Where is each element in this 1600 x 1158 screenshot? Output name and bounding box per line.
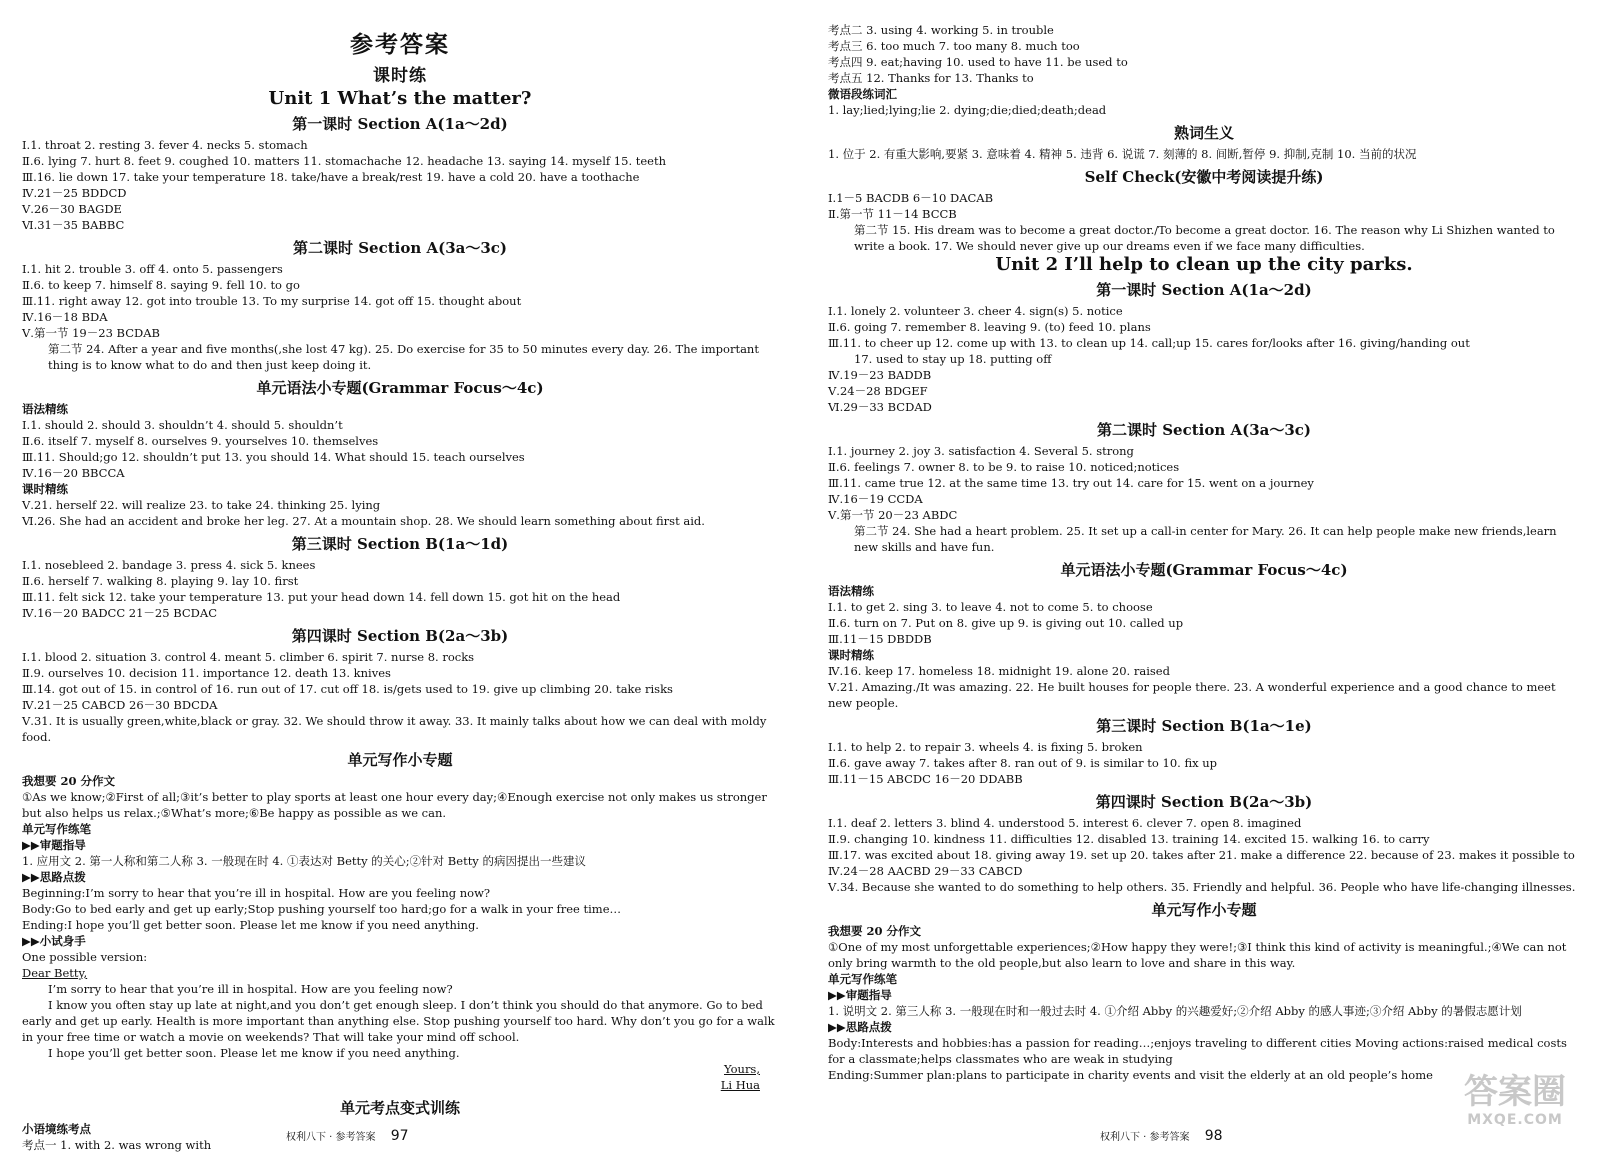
u1-lesson1-heading: 第一课时 Section A(1a～2d) (292, 115, 508, 133)
u2-grammar-heading: 单元语法小专题(Grammar Focus～4c) (1060, 561, 1348, 579)
u1-lesson4-heading: 第四课时 Section B(2a～3b) (291, 627, 509, 645)
writing-label: 我想要 20 分作文 (828, 924, 922, 938)
watermark-en: MXQE.COM (1467, 1112, 1563, 1128)
selfcheck-heading: Self Check(安徽中考阅读提升练) (1084, 168, 1324, 186)
unit1-title: Unit 1 What’s the matter? (268, 88, 532, 109)
answer-line: Ⅱ.6. lying 7. hurt 8. feet 9. coughed 10. matters 11. stomachache 12. headache 13. saying 14. myself 15. teeth (22, 154, 667, 168)
guide-label: ▶▶审题指导 (22, 838, 86, 852)
answer-line: Ⅱ.第一节 11－14 BCCB (828, 207, 957, 221)
sample-letter (22, 965, 778, 1061)
lesson-practice-label: 课时精练 (828, 648, 874, 662)
answer-line: Ⅳ.16－20 BADCC 21－25 BCDAC (22, 606, 218, 620)
answer-line: Ⅳ.16－19 CCDA (828, 492, 923, 506)
answer-line: Ⅴ.24－28 BDGEF (828, 384, 928, 398)
answer-line: Ⅰ.1. journey 2. joy 3. satisfaction 4. Several 5. strong (828, 444, 1134, 458)
answer-line: Ⅱ.9. changing 10. kindness 11. difficulties 12. disabled 13. training 14. excited 15. walking 16. to carry (828, 832, 1430, 846)
answer-line: 1. lay;lied;lying;lie 2. dying;die;died;death;dead (828, 103, 1107, 117)
answer-paragraph: Ⅴ.21. Amazing./It was amazing. 22. He built houses for people there. 23. A wonderful experience and a good chance to meet new people. (828, 680, 1556, 710)
answer-paragraph: ①One of my most unforgettable experiences;②How happy they were!;③I think this kind of activity is meaningful.;④We can not only bring warmth to the old people,but also learn to love and share in this way. (828, 940, 1567, 970)
answer-paragraph: 1. 说明文 2. 第三人称 3. 一般现在时和一般过去时 4. ①介绍 Abby 的兴趣爱好;②介绍 Abby 的感人事迹;③介绍 Abby 的暑假志愿计划 (828, 1004, 1522, 1018)
answer-line: Ⅳ.21－25 BDDCD (22, 186, 127, 200)
u2-lesson3-heading: 第三课时 Section B(1a～1e) (1096, 717, 1312, 735)
answer-paragraph: Ⅲ.17. was excited about 18. giving away 19. set up 20. takes after 21. make a difference 22. because of 23. makes it possible to (828, 848, 1575, 862)
answer-paragraph: Ending:Summer plan:plans to participate in charity events and visit the elderly at an old people’s home (828, 1068, 1433, 1082)
answer-line: Ⅳ.16－18 BDA (22, 310, 108, 324)
page-number: 97 (390, 1128, 409, 1144)
answer-paragraph: Ⅴ.31. It is usually green,white,black or gray. 32. We should throw it away. 33. It mainly talks about how we can deal with moldy food. (22, 714, 767, 744)
answer-line: Ⅱ.6. feelings 7. owner 8. to be 9. to raise 10. noticed;notices (828, 460, 1180, 474)
answer-line: Ⅱ.6. going 7. remember 8. leaving 9. (to) feed 10. plans (828, 320, 1151, 334)
answer-line: Ⅰ.1. throat 2. resting 3. fever 4. necks 5. stomach (22, 138, 308, 152)
letter-greeting: Dear Betty, (22, 966, 88, 980)
answer-line: Ⅴ.第一节 20－23 ABDC (828, 508, 958, 522)
writing-practice-label: 单元写作练笔 (22, 822, 91, 836)
answer-line: Ⅳ.16－20 BBCCA (22, 466, 125, 480)
try-label: ▶▶小试身手 (22, 934, 86, 948)
u2-lesson1-heading: 第一课时 Section A(1a～2d) (1096, 281, 1312, 299)
answer-line: Ⅰ.1. should 2. should 3. shouldn’t 4. should 5. shouldn’t (22, 418, 343, 432)
answer-line: Ⅲ.11. to cheer up 12. come up with 13. to clean up 14. call;up 15. cares for/looks after 16. giving/handing out (828, 336, 1470, 350)
thoughts-label: ▶▶思路点拨 (828, 1020, 892, 1034)
answer-line: Ⅱ.9. ourselves 10. decision 11. importance 12. death 13. knives (22, 666, 391, 680)
answer-line: Ⅰ.1. blood 2. situation 3. control 4. meant 5. climber 6. spirit 7. nurse 8. rocks (22, 650, 475, 664)
writing-practice-label: 单元写作练笔 (828, 972, 897, 986)
answer-line: Ⅰ.1. to help 2. to repair 3. wheels 4. is fixing 5. broken (828, 740, 1143, 754)
guide-label: ▶▶审题指导 (828, 988, 892, 1002)
answer-line: Ⅱ.6. herself 7. walking 8. playing 9. lay 10. first (22, 574, 299, 588)
answer-line: 考点四 9. eat;having 10. used to have 11. be used to (828, 55, 1128, 69)
page-footer (286, 1128, 409, 1144)
answer-line: Ⅲ.11－15 DBDDB (828, 632, 932, 646)
left-column (22, 22, 778, 1153)
answer-paragraph: Ⅴ.34. Because she wanted to do something to help others. 35. Friendly and helpful. 36. People who have life-changing illnesses. (828, 880, 1576, 894)
page-footer (1100, 1128, 1223, 1144)
version-label: One possible version: (22, 950, 148, 964)
answer-line: Ⅰ.1. deaf 2. letters 3. blind 4. understood 5. interest 6. clever 7. open 8. imagined (828, 816, 1302, 830)
writing-label: 我想要 20 分作文 (22, 774, 116, 788)
micro-vocab-label: 微语段练词汇 (828, 87, 897, 101)
answer-line: Ⅳ.16. keep 17. homeless 18. midnight 19. alone 20. raised (828, 664, 1170, 678)
watermark-cn: 答案圈 (1464, 1072, 1566, 1112)
answer-line: Ⅳ.24－28 AACBD 29－33 CABCD (828, 864, 1023, 878)
answer-line: Ⅵ.26. She had an accident and broke her leg. 27. At a mountain shop. 28. We should learn something about first aid. (22, 514, 705, 528)
letter-paragraph: I’m sorry to hear that you’re ill in hospital. How are you feeling now? (48, 982, 453, 996)
answer-line: Ⅲ.16. lie down 17. take your temperature 18. take/have a break/rest 19. have a cold 20. have a toothache (22, 170, 640, 184)
u1-writing-heading: 单元写作小专题 (347, 751, 453, 769)
footer-text: 权利八下 · 参考答案 (1100, 1132, 1190, 1143)
variants-label: 小语境练考点 (22, 1122, 91, 1136)
answer-line: Ⅰ.1－5 BACDB 6－10 DACAB (828, 191, 994, 205)
answer-line: 1. 应用文 2. 第一人称和第二人称 3. 一般现在时 4. ①表达对 Betty 的关心;②针对 Betty 的病因提出一些建议 (22, 854, 586, 868)
u1-grammar-heading: 单元语法小专题(Grammar Focus～4c) (256, 379, 544, 397)
site-watermark (1440, 1072, 1590, 1142)
answer-line: Ⅲ.14. got out of 15. in control of 16. run out of 17. cut off 18. is/gets used to 19. give up climbing 20. take risks (22, 682, 673, 696)
answer-paragraph: 第二节 24. After a year and five months(,she lost 47 kg). 25. Do exercise for 35 to 50 minutes every day. 26. The important thing is to know what to do and then just keep doing it. (48, 342, 759, 372)
answer-line: Ⅱ.6. to keep 7. himself 8. saying 9. fell 10. to go (22, 278, 300, 292)
right-page (800, 0, 1600, 1158)
answer-line: Beginning:I’m sorry to hear that you’re ill in hospital. How are you feeling now? (22, 886, 491, 900)
answer-line: Ⅳ.21－25 CABCD 26－30 BDCDA (22, 698, 218, 712)
answer-line: Ⅱ.6. itself 7. myself 8. ourselves 9. yourselves 10. themselves (22, 434, 379, 448)
unit2-title: Unit 2 I’ll help to clean up the city parks. (995, 254, 1413, 275)
page-title: 参考答案 (350, 31, 450, 58)
answer-line: 考点二 3. using 4. working 5. in trouble (828, 23, 1054, 37)
answer-paragraph: 第二节 24. She had a heart problem. 25. It set up a call-in center for Mary. 26. It can help people make new friends,learn new skills and have fun. (854, 524, 1557, 554)
answer-line: Ⅰ.1. to get 2. sing 3. to leave 4. not to come 5. to choose (828, 600, 1153, 614)
answer-line: Ending:I hope you’ll get better soon. Please let me know if you need anything. (22, 918, 479, 932)
answer-paragraph: Body:Interests and hobbies:has a passion for reading…;enjoys traveling to different cities Moving actions:raised medical costs for a classmate;helps classmates who are weak in studying (828, 1036, 1567, 1066)
footer-text: 权利八下 · 参考答案 (286, 1132, 376, 1143)
grammar-practice-label: 语法精练 (22, 402, 68, 416)
grammar-practice-label: 语法精练 (828, 584, 874, 598)
answer-line: Ⅰ.1. hit 2. trouble 3. off 4. onto 5. passengers (22, 262, 283, 276)
answer-line: Ⅲ.11－15 ABCDC 16－20 DDABB (828, 772, 1023, 786)
letter-paragraph: I know you often stay up late at night,and you don’t get enough sleep. I don’t think you should do that anymore. Go to bed early and get up early. Health is more important than anything else. Stop pushing yourself too hard. Why don’t you go for a walk in your free time or watch a movie on weekends? That will take your mind off school. (22, 998, 775, 1044)
answer-line: Ⅰ.1. lonely 2. volunteer 3. cheer 4. sign(s) 5. notice (828, 304, 1123, 318)
answer-line: Ⅳ.19－23 BADDB (828, 368, 932, 382)
answer-line: 考点三 6. too much 7. too many 8. much too (828, 39, 1080, 53)
answer-line: 考点五 12. Thanks for 13. Thanks to (828, 71, 1034, 85)
right-column (828, 22, 1580, 1083)
answer-line: Ⅲ.11. right away 12. got into trouble 13. To my surprise 14. got off 15. thought about (22, 294, 522, 308)
answer-line: Ⅵ.29－33 BCDAD (828, 400, 932, 414)
answer-line: 17. used to stay up 18. putting off (854, 352, 1052, 366)
answer-line: Ⅲ.11. felt sick 12. take your temperature 13. put your head down 14. fell down 15. got hit on the head (22, 590, 621, 604)
u2-lesson2-heading: 第二课时 Section A(3a～3c) (1096, 421, 1312, 439)
answer-line: Body:Go to bed early and get up early;Stop pushing yourself too hard;go for a walk in your free time… (22, 902, 621, 916)
page-subtitle: 课时练 (373, 66, 427, 86)
answer-line: Ⅱ.6. turn on 7. Put on 8. give up 9. is giving out 10. called up (828, 616, 1184, 630)
u2-lesson4-heading: 第四课时 Section B(2a～3b) (1095, 793, 1313, 811)
shuci-heading: 熟词生义 (1173, 124, 1234, 142)
answer-line: 1. 位于 2. 有重大影响,要紧 3. 意味着 4. 精神 5. 违背 6. 说谎 7. 刻薄的 8. 间断,暂停 9. 抑制,克制 10. 当前的状况 (828, 147, 1417, 161)
answer-line: Ⅲ.11. came true 12. at the same time 13. try out 14. care for 15. went on a journey (828, 476, 1314, 490)
u1-lesson2-heading: 第二课时 Section A(3a～3c) (292, 239, 508, 257)
answer-paragraph: 第二节 15. His dream was to become a great doctor./To become a great doctor. 16. The reason why Li Shizhen wanted to write a book. 17. We should never give up our dreams even if we face many difficulties. (854, 223, 1555, 253)
lesson-practice-label: 课时精练 (22, 482, 68, 496)
u1-lesson3-heading: 第三课时 Section B(1a～1d) (291, 535, 509, 553)
answer-line: Ⅵ.31－35 BABBC (22, 218, 125, 232)
u2-writing-heading: 单元写作小专题 (1151, 901, 1257, 919)
answer-line: Ⅱ.6. gave away 7. takes after 8. ran out of 9. is similar to 10. fix up (828, 756, 1218, 770)
thoughts-label: ▶▶思路点拨 (22, 870, 86, 884)
answer-paragraph: ①As we know;②First of all;③it’s better to play sports at least one hour every day;④Enough exercise not only makes us stronger but also helps us relax.;⑤What’s more;⑥Be happy as possible as we can. (22, 790, 767, 820)
letter-paragraph: I hope you’ll get better soon. Please let me know if you need anything. (48, 1046, 460, 1060)
page-number: 98 (1204, 1128, 1223, 1144)
answer-line: Ⅴ.21. herself 22. will realize 23. to take 24. thinking 25. lying (22, 498, 381, 512)
answer-line: Ⅲ.11. Should;go 12. shouldn’t put 13. you should 14. What should 15. teach ourselves (22, 450, 525, 464)
answer-line: Ⅴ.第一节 19－23 BCDAB (22, 326, 160, 340)
u1-variants-heading: 单元考点变式训练 (339, 1099, 460, 1117)
answer-line: 考点一 1. with 2. was wrong with (22, 1138, 212, 1152)
answer-line: Ⅴ.26－30 BAGDE (22, 202, 122, 216)
answer-line: Ⅰ.1. nosebleed 2. bandage 3. press 4. sick 5. knees (22, 558, 316, 572)
letter-closing: Yours, (724, 1062, 760, 1076)
letter-signer: Li Hua (720, 1078, 760, 1092)
